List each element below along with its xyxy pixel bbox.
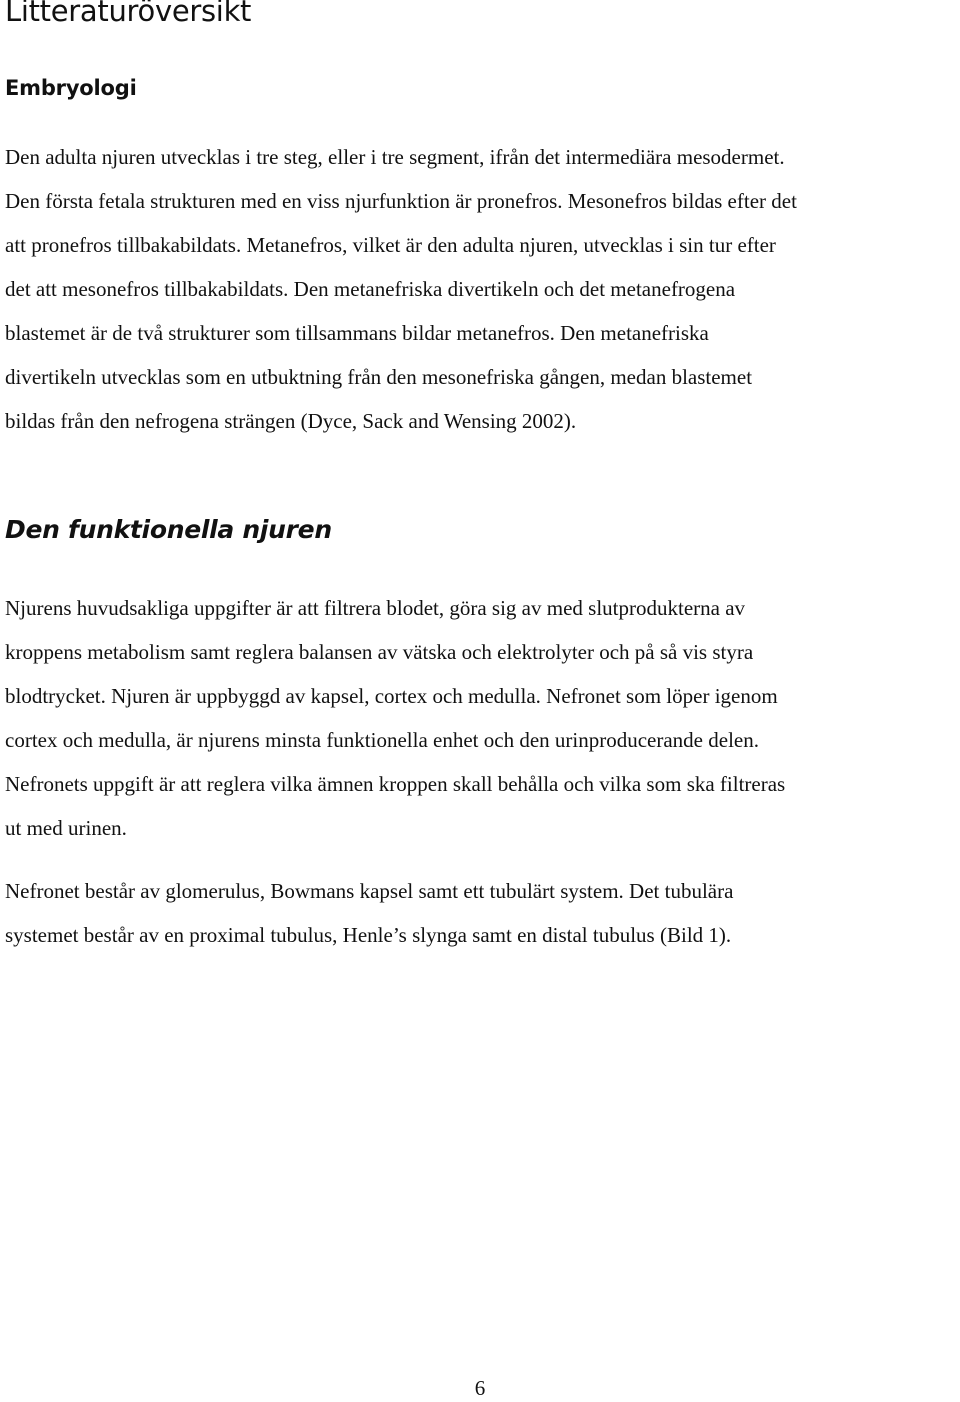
text-line: systemet består av en proximal tubulus, Henle’s slynga samt en distal tubulus (Bild 1). [5, 923, 732, 947]
text-line: Den adulta njuren utvecklas i tre steg, eller i tre segment, ifrån det intermediära mesodermet. [5, 145, 785, 169]
text-line: bildas från den nefrogena strängen (Dyce, Sack and Wensing 2002). [5, 409, 577, 433]
paragraph-embryology [5, 135, 960, 443]
text-line: ut med urinen. [5, 816, 127, 840]
text-line: det att mesonefros tillbakabildats. Den metanefriska divertikeln och det metanefrogena [5, 277, 736, 301]
text-line: att pronefros tillbakabildats. Metanefros, vilket är den adulta njuren, utvecklas i sin tur efter [5, 233, 776, 257]
text-line: kroppens metabolism samt reglera balansen av vätska och elektrolyter och på så vis styra [5, 640, 754, 664]
text-line: blodtrycket. Njuren är uppbyggd av kapsel, cortex och medulla. Nefronet som löper igenom [5, 684, 778, 708]
text-line: Nefronets uppgift är att reglera vilka ämnen kroppen skall behålla och vilka som ska filtreras [5, 772, 786, 796]
section-heading-embryology: Embryologi [5, 76, 137, 100]
paragraph-kidney-functions [5, 586, 960, 850]
text-line: cortex och medulla, är njurens minsta funktionella enhet och den urinproducerande delen. [5, 728, 759, 752]
page-title: Litteraturöversikt [5, 0, 252, 28]
text-line: Den första fetala strukturen med en viss njurfunktion är pronefros. Mesonefros bildas efter det [5, 189, 797, 213]
paragraph-nephron-structure [5, 869, 960, 957]
text-line: Njurens huvudsakliga uppgifter är att filtrera blodet, göra sig av med slutprodukterna av [5, 596, 746, 620]
page-number: 6 [474, 1376, 486, 1400]
text-line: divertikeln utvecklas som en utbuktning från den mesonefriska gången, medan blastemet [5, 365, 753, 389]
section-heading-functional-kidney: Den funktionella njuren [5, 515, 332, 544]
text-line: Nefronet består av glomerulus, Bowmans kapsel samt ett tubulärt system. Det tubulära [5, 879, 734, 903]
text-line: blastemet är de två strukturer som tillsammans bildar metanefros. Den metanefriska [5, 321, 709, 345]
